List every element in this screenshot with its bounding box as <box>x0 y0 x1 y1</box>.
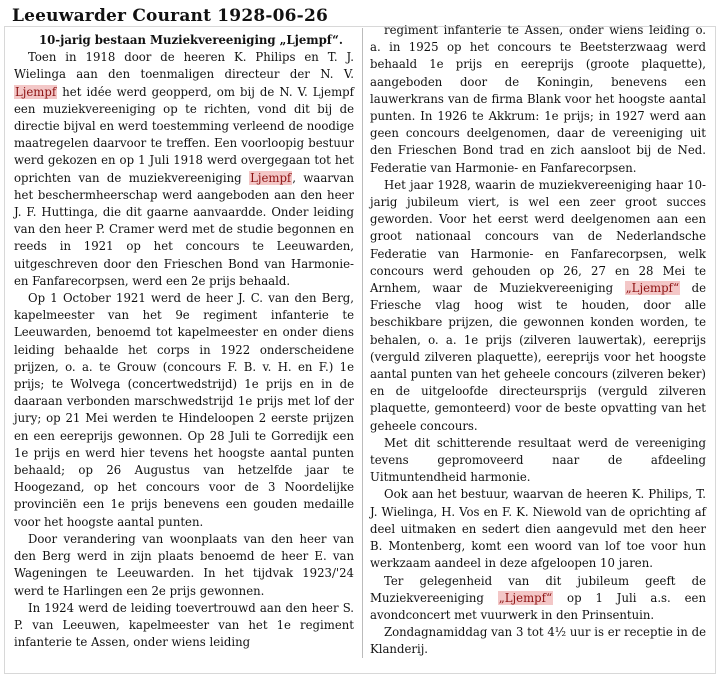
article-paragraph <box>370 22 706 177</box>
article-paragraph <box>370 573 706 625</box>
article-column-left <box>14 32 354 651</box>
text-run: regiment infanterie te Assen, onder wiens leiding o. a. in 1925 op het concours te Beetsterzwaag werd behaald 1e prijs en eereprijs (groote plaquette), aangeboden door de Koningin, benevens een lauwerkrans van de firma Blank voor het hoogste aantal punten. In 1926 te Akkrum: 1e prijs; in 1927 werd aan geen concours deelgenomen, daar de vereeniging uit den Frieschen Bond trad en zich aansloot bij de Ned. Federatie van Harmonie- en Fanfarecorpsen. <box>370 23 706 175</box>
article-paragraph <box>370 624 706 658</box>
newspaper-masthead: Leeuwarder Courant 1928-06-26 <box>12 6 329 26</box>
text-run: Toen in 1918 door de heeren K. Philips en T. J. Wielinga aan den toenmaligen directeur der N. V. <box>14 50 354 82</box>
column-divider <box>362 28 363 658</box>
text-run: Op 1 October 1921 werd de heer J. C. van den Berg, kapelmeester van het 9e regiment infanterie te Leeuwarden, benoemd tot kapelmeester en onder diens leiding behaalde het corps in 1922 onderscheidene prijzen, o. a. te Grouw (concours F. B. v. H. en F.) 1e prijs; te Wolvega (concertwedstrijd) 1e prijs en in de daaraan verbonden marschwedstrijd 1e prijs met lof der jury; op 21 Mei werden te Hindeloopen 2 eerste prijzen en een eereprijs gewonnen. Op 28 Juli te Gorredijk een 1e prijs en werd hier tevens het hoogste aantal punten behaald; op 26 Augustus van hetzelfde jaar te Hoogezand, op het concours voor de 3 Noordelijke provinciën een 1e prijs benevens een gouden medaille voor het hoogste aantal punten. <box>14 291 354 529</box>
highlighted-term: „Ljempf“ <box>498 590 553 605</box>
article-column-right <box>370 22 706 659</box>
text-run: het idée werd geopperd, om bij de N. V. Ljempf een muziekvereeniging op te richten, vond dit bij de directie bijval en werd toestemming verleend de noodige maatregelen daarvoor te treffen. Een voorloopig bestuur werd gekozen en op 1 Juli 1918 werd overgegaan tot het oprichten van de muziekvereeniging <box>14 84 354 185</box>
article-paragraph <box>14 531 354 600</box>
text-run: 10-jarig bestaan Muziekvereeniging „Ljempf“. <box>39 33 343 47</box>
highlighted-term: Ljempf <box>250 170 292 185</box>
text-run: , waarvan het beschermheerschap werd aangeboden aan den heer J. F. Huttinga, die dit gaarne aanvaardde. Onder leiding van den heer P. Cramer werd met de studie begonnen en reeds in 1921 op het concours te Leeuwarden, uitgeschreven door den Frieschen Bond van Harmonie- en Fanfarecorpsen, werd een 2e prijs behaald. <box>14 170 354 288</box>
text-run: de Friesche vlag hoog wist te houden, door alle beschikbare prijzen, die gewonnen konden worden, te behalen, o. a. 1e prijs (zilveren lauwertak), eereprijs (verguld zilveren plaquette), eereprijs voor het hoogste aantal punten van het geheele concours (zilveren beker) en de uitgeloofde directeursprijs (verguld zilveren plaquette, gemonteerd) voor de beste opvatting van het geheele concours. <box>370 281 706 433</box>
text-run: Met dit schitterende resultaat werd de vereeniging tevens gepromoveerd naar de afdeeling Uitmuntendheid harmonie. <box>370 435 706 485</box>
article-paragraph <box>14 49 354 290</box>
text-run: Ook aan het bestuur, waarvan de heeren K. Philips, T. J. Wielinga, H. Vos en F. K. Niewold van de oprichting af deel uitmaken en sedert dien aangevuld met den heer B. Montenberg, komt een woord van lof toe voor hun werkzaam aandeel in deze afgeloopen 10 jaren. <box>370 487 706 571</box>
article-paragraph <box>14 600 354 652</box>
text-run: op 1 Juli a.s. een avondconcert met vuurwerk in den Prinsentuin. <box>370 590 706 622</box>
article-paragraph <box>370 177 706 435</box>
text-run: Ter gelegenheid van dit jubileum geeft de Muziekvereeniging <box>370 573 706 605</box>
article-paragraph <box>14 290 354 531</box>
article-paragraph <box>370 486 706 572</box>
highlighted-term: „Ljempf“ <box>625 281 680 296</box>
text-run: Door verandering van woonplaats van den heer van den Berg werd in zijn plaats benoemd de heer E. van Wageningen te Leeuwarden. In het tijdvak 1923/'24 werd te Harlingen een 2e prijs gewonnen. <box>14 531 354 598</box>
text-run: Zondagnamiddag van 3 tot 4½ uur is er receptie in de Klanderij. <box>370 625 706 657</box>
highlighted-term: Ljempf <box>15 84 57 99</box>
text-run: Het jaar 1928, waarin de muziekvereeniging haar 10-jarig jubileum viert, is wel een zeer groot succes geworden. Voor het eerst werd deelgenomen aan een groot nationaal concours van de Nederlandsche Federatie van Harmonie- en Fanfarecorpsen, welk concours werd gehouden op 26, 27 en 28 Mei te Arnhem, waar de Muziekvereeniging <box>370 177 706 296</box>
article-paragraph <box>370 435 706 487</box>
article-headline <box>14 32 354 49</box>
text-run: In 1924 werd de leiding toevertrouwd aan den heer S. P. van Leeuwen, kapelmeester van het 1e regiment infanterie te Assen, onder wiens leiding <box>14 600 354 650</box>
